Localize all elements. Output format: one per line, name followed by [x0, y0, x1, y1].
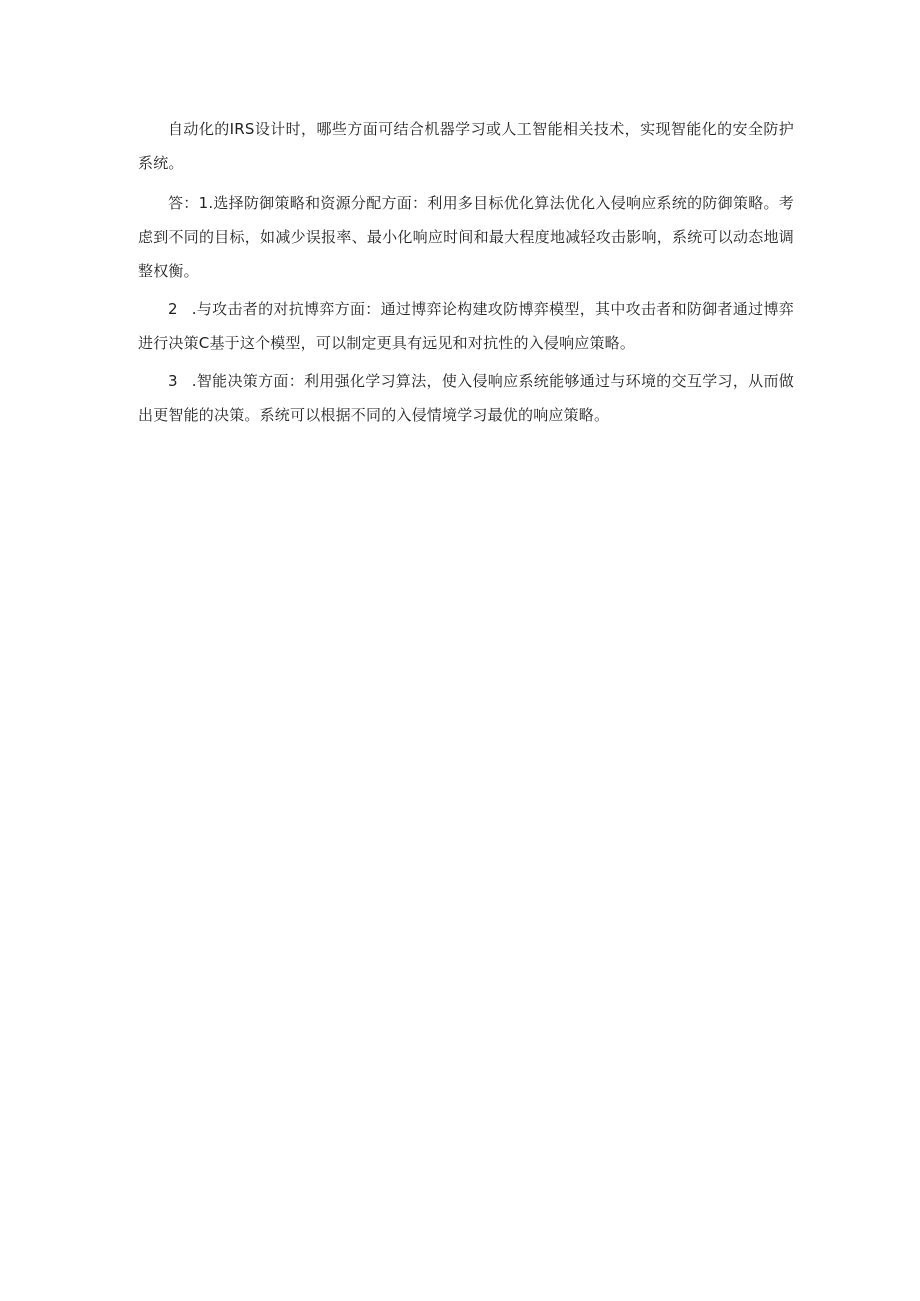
item-text-1: 选择防御策略和资源分配方面：利用多目标优化算法优化入侵响应系统的防御策略。考虑到不同的目标，如减少误报率、最小化响应时间和最大程度地减轻攻击影响，系统可以动态地调整权衡。	[138, 194, 795, 280]
question-paragraph	[138, 112, 794, 180]
answer-item-2	[138, 292, 794, 360]
item-text-3: .智能决策方面：利用强化学习算法，使入侵响应系统能够通过与环境的交互学习，从而做出更智能的决策。系统可以根据不同的入侵情境学习最优的响应策略。	[138, 372, 794, 424]
item-number-1: 1.	[198, 194, 214, 212]
answer-item-3	[138, 364, 794, 432]
item-number-2: 2	[168, 300, 178, 318]
item-text-2: .与攻击者的对抗博弈方面：通过博弈论构建攻防博弈模型，其中攻击者和防御者通过博弈进行决策C基于这个模型，可以制定更具有远见和对抗性的入侵响应策略。	[138, 300, 794, 352]
answer-item-1	[138, 186, 794, 288]
item-number-3: 3	[168, 372, 178, 390]
document-body	[138, 112, 794, 436]
answer-prefix: 答：	[168, 194, 199, 212]
question-text: 自动化的IRS设计时，哪些方面可结合机器学习或人工智能相关技术，实现智能化的安全防护系统。	[138, 120, 794, 172]
